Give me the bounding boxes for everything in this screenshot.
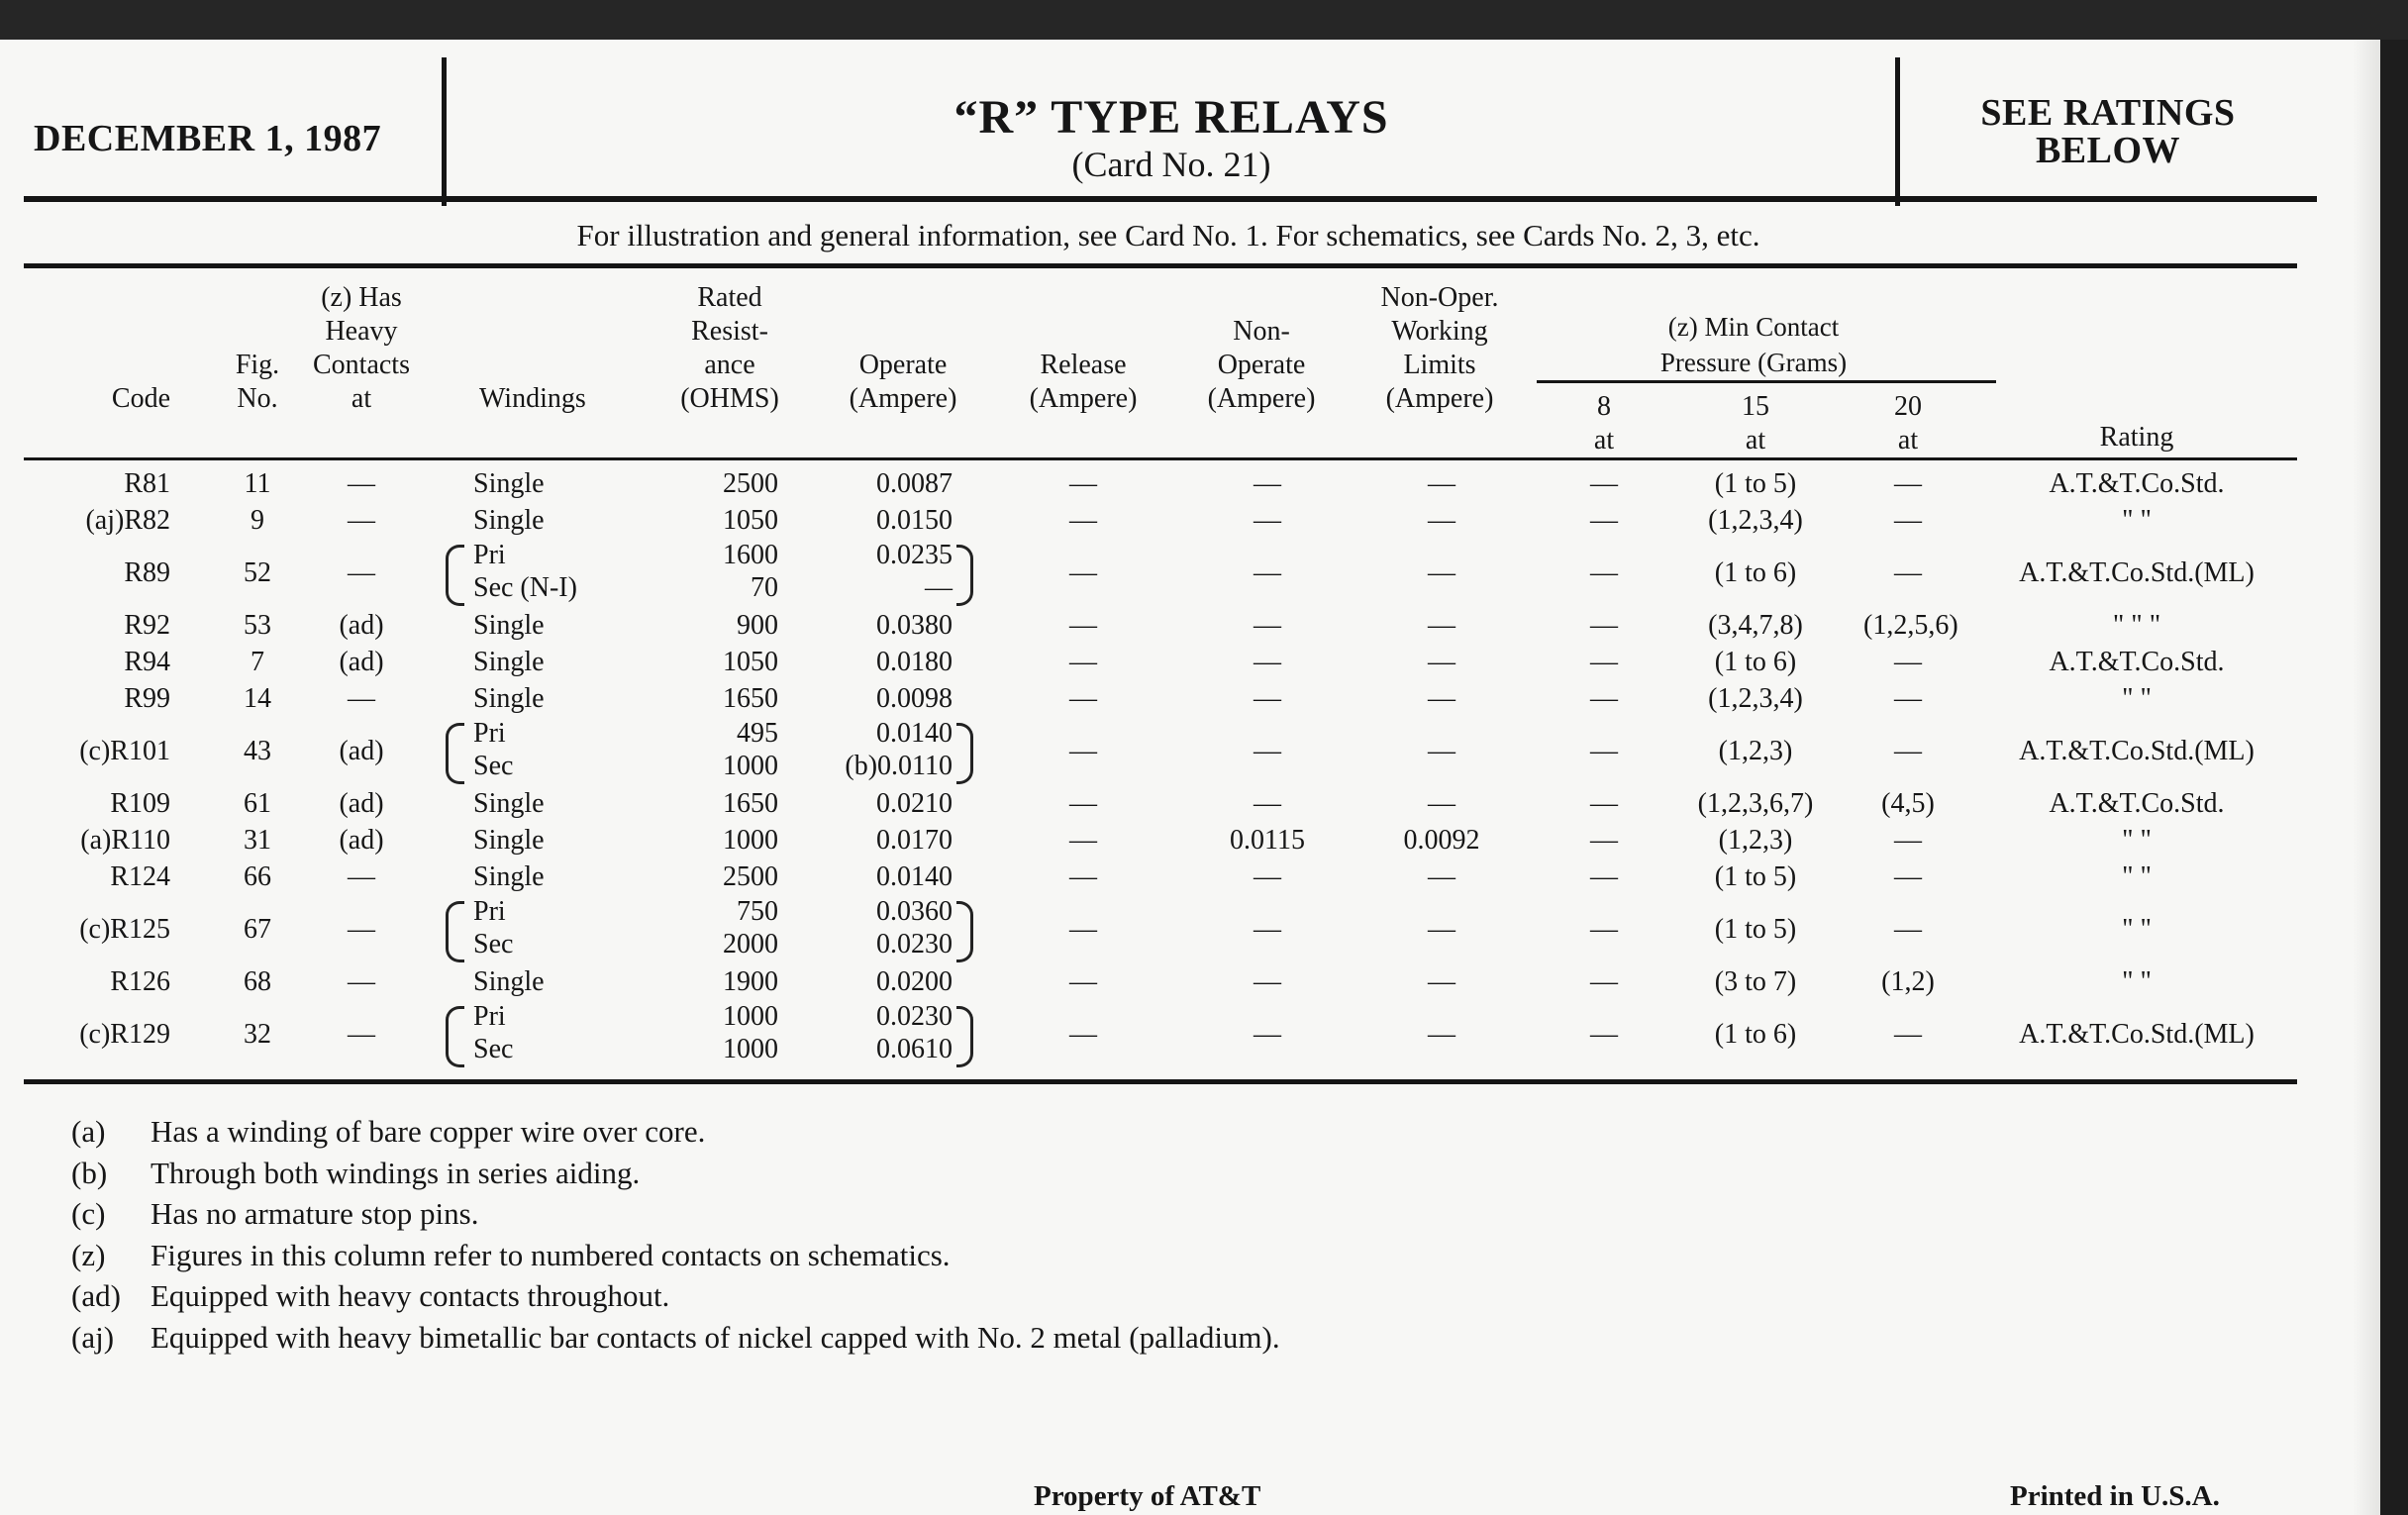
cell-p8: — bbox=[1590, 556, 1618, 588]
cell-rel: — bbox=[1069, 467, 1097, 499]
cell-non: — bbox=[1254, 646, 1281, 677]
cell-p20: — bbox=[1894, 824, 1922, 856]
cell-p15: (1,2,3,4) bbox=[1708, 682, 1803, 714]
cell-res: 750 bbox=[737, 896, 778, 927]
operate-brace-right bbox=[956, 723, 973, 784]
header-divider-left bbox=[442, 57, 447, 206]
cell-nonw: — bbox=[1428, 504, 1455, 536]
cell-op-secondary: 0.0230 bbox=[876, 929, 953, 960]
see-ratings-note: SEE RATINGS BELOW bbox=[1980, 92, 2236, 171]
cell-res: 900 bbox=[737, 609, 778, 641]
cell-res: 2500 bbox=[723, 467, 778, 499]
col-resistance: Rated Resist- ance (OHMS) bbox=[680, 282, 779, 414]
cell-p15: (1 to 5) bbox=[1714, 860, 1797, 892]
cell-p15: (3,4,7,8) bbox=[1708, 609, 1803, 641]
cell-res: 495 bbox=[737, 718, 778, 749]
cell-rel: — bbox=[1069, 787, 1097, 819]
cell-res: 1000 bbox=[723, 824, 778, 856]
cell-non: — bbox=[1254, 467, 1281, 499]
col-pressure-20: 20 at bbox=[1894, 391, 1922, 455]
cell-rating: " " bbox=[2122, 913, 2152, 945]
cell-non: — bbox=[1254, 965, 1281, 997]
cell-op: 0.0150 bbox=[876, 504, 953, 536]
cell-p20: — bbox=[1894, 735, 1922, 766]
cell-code: (c)R125 bbox=[79, 913, 170, 945]
cell-p20: — bbox=[1894, 860, 1922, 892]
cell-fig: 14 bbox=[244, 682, 271, 714]
property-note: Property of AT&T bbox=[1034, 1480, 1261, 1512]
cell-rating: " " " bbox=[2112, 609, 2161, 641]
cell-op: 0.0140 bbox=[876, 718, 953, 749]
cell-rating: " " bbox=[2122, 504, 2152, 536]
footnote-key: (ad) bbox=[71, 1278, 121, 1313]
cell-wind-secondary: Sec bbox=[473, 751, 514, 781]
cell-code: (c)R101 bbox=[79, 735, 170, 766]
winding-brace-left bbox=[446, 723, 464, 784]
cell-non: — bbox=[1254, 1018, 1281, 1050]
cell-heavy: — bbox=[348, 913, 375, 945]
cell-wind: Single bbox=[473, 860, 545, 892]
cell-rating: A.T.&T.Co.Std.(ML) bbox=[2019, 556, 2255, 588]
cell-non: — bbox=[1254, 682, 1281, 714]
cell-op: 0.0098 bbox=[876, 682, 953, 714]
cell-op: 0.0200 bbox=[876, 965, 953, 997]
cell-p15: (1 to 6) bbox=[1714, 556, 1797, 588]
col-heavy-contacts: (z) Has Heavy Contacts at bbox=[313, 282, 410, 414]
cell-p15: (3 to 7) bbox=[1714, 965, 1797, 997]
cell-code: R94 bbox=[124, 646, 170, 677]
winding-brace-left bbox=[446, 1006, 464, 1067]
cell-rel: — bbox=[1069, 646, 1097, 677]
cell-rating: A.T.&T.Co.Std.(ML) bbox=[2019, 735, 2255, 766]
cell-p15: (1,2,3,6,7) bbox=[1697, 787, 1814, 819]
cell-heavy: — bbox=[348, 1018, 375, 1050]
cell-p8: — bbox=[1590, 609, 1618, 641]
cell-res: 1650 bbox=[723, 787, 778, 819]
cell-nonw: — bbox=[1428, 467, 1455, 499]
cell-p15: (1 to 5) bbox=[1714, 913, 1797, 945]
footnote-text: Through both windings in series aiding. bbox=[150, 1155, 641, 1190]
cell-p8: — bbox=[1590, 824, 1618, 856]
cell-p15: (1,2,3) bbox=[1718, 735, 1793, 766]
cell-rating: " " bbox=[2122, 682, 2152, 714]
cell-res: 1650 bbox=[723, 682, 778, 714]
cell-op-secondary: (b)0.0110 bbox=[845, 751, 953, 781]
cell-p8: — bbox=[1590, 965, 1618, 997]
cell-wind: Single bbox=[473, 824, 545, 856]
cell-res: 2500 bbox=[723, 860, 778, 892]
col-code: Code bbox=[111, 383, 170, 414]
cell-wind: Single bbox=[473, 682, 545, 714]
winding-brace-left bbox=[446, 545, 464, 606]
cell-heavy: — bbox=[348, 504, 375, 536]
scan-edge bbox=[2380, 40, 2408, 1515]
cell-nonw: — bbox=[1428, 787, 1455, 819]
cell-heavy: (ad) bbox=[339, 824, 384, 856]
cell-op-secondary: 0.0610 bbox=[876, 1034, 953, 1064]
cell-res-secondary: 1000 bbox=[723, 751, 778, 781]
cell-res-secondary: 70 bbox=[751, 572, 778, 603]
cell-p15: (1 to 6) bbox=[1714, 1018, 1797, 1050]
footnote bbox=[71, 1275, 669, 1316]
cell-res: 1050 bbox=[723, 504, 778, 536]
cell-wind: Pri bbox=[473, 540, 506, 570]
cell-non: — bbox=[1254, 556, 1281, 588]
cell-fig: 9 bbox=[251, 504, 264, 536]
col-release: Release (Ampere) bbox=[1029, 350, 1138, 414]
cell-p8: — bbox=[1590, 467, 1618, 499]
cell-code: R89 bbox=[124, 556, 170, 588]
cell-heavy: — bbox=[348, 682, 375, 714]
cell-nonw: — bbox=[1428, 860, 1455, 892]
footnote-key: (c) bbox=[71, 1196, 106, 1231]
cell-rel: — bbox=[1069, 965, 1097, 997]
operate-brace-right bbox=[956, 545, 973, 606]
cell-code: R99 bbox=[124, 682, 170, 714]
cell-non: 0.0115 bbox=[1230, 824, 1305, 856]
cell-non: — bbox=[1254, 735, 1281, 766]
cell-wind-secondary: Sec bbox=[473, 929, 514, 960]
cell-fig: 31 bbox=[244, 824, 271, 856]
cell-heavy: (ad) bbox=[339, 609, 384, 641]
cell-p8: — bbox=[1590, 913, 1618, 945]
footnote bbox=[71, 1111, 705, 1152]
cell-op: 0.0360 bbox=[876, 896, 953, 927]
cell-p15: (1 to 6) bbox=[1714, 646, 1797, 677]
cell-op: 0.0380 bbox=[876, 609, 953, 641]
cell-wind: Single bbox=[473, 609, 545, 641]
cell-op: 0.0170 bbox=[876, 824, 953, 856]
cell-wind: Single bbox=[473, 965, 545, 997]
cell-nonw: 0.0092 bbox=[1403, 824, 1480, 856]
cell-rating: A.T.&T.Co.Std. bbox=[2049, 787, 2225, 819]
intro-note: For illustration and general information, see Card No. 1. For schematics, see Cards No. 2, 3, etc. bbox=[576, 218, 1760, 252]
header-bottom-rule bbox=[24, 457, 2297, 460]
footnote-text: Has a winding of bare copper wire over core. bbox=[150, 1114, 706, 1149]
cell-p8: — bbox=[1590, 735, 1618, 766]
cell-wind: Single bbox=[473, 646, 545, 677]
scan-shadow bbox=[2353, 40, 2380, 1515]
cell-nonw: — bbox=[1428, 646, 1455, 677]
cell-fig: 32 bbox=[244, 1018, 271, 1050]
cell-nonw: — bbox=[1428, 735, 1455, 766]
footnote-key: (aj) bbox=[71, 1319, 115, 1355]
cell-p20: — bbox=[1894, 467, 1922, 499]
header-rule bbox=[24, 196, 2317, 202]
cell-p20: — bbox=[1894, 913, 1922, 945]
operate-brace-right bbox=[956, 901, 973, 962]
cell-nonw: — bbox=[1428, 609, 1455, 641]
cell-p15: (1,2,3) bbox=[1718, 824, 1793, 856]
pressure-group-rule bbox=[1537, 380, 1996, 383]
card-title-block bbox=[448, 91, 1895, 184]
footnote bbox=[71, 1153, 640, 1193]
cell-rating: " " bbox=[2122, 860, 2152, 892]
cell-rel: — bbox=[1069, 556, 1097, 588]
col-pressure-8: 8 at bbox=[1593, 391, 1615, 455]
footnote bbox=[71, 1235, 951, 1275]
cell-p8: — bbox=[1590, 1018, 1618, 1050]
cell-non: — bbox=[1254, 609, 1281, 641]
cell-res: 1900 bbox=[723, 965, 778, 997]
cell-heavy: — bbox=[348, 467, 375, 499]
col-fig: Fig. No. bbox=[235, 350, 280, 414]
cell-nonw: — bbox=[1428, 965, 1455, 997]
footnote-key: (b) bbox=[71, 1155, 108, 1190]
cell-nonw: — bbox=[1428, 556, 1455, 588]
cell-non: — bbox=[1254, 860, 1281, 892]
cell-p8: — bbox=[1590, 682, 1618, 714]
cell-nonw: — bbox=[1428, 913, 1455, 945]
cell-p20: — bbox=[1894, 556, 1922, 588]
cell-res-secondary: 2000 bbox=[723, 929, 778, 960]
col-min-contact-pressure: (z) Min Contact Pressure (Grams) bbox=[1659, 312, 1848, 377]
cell-op: 0.0140 bbox=[876, 860, 953, 892]
cell-p20: — bbox=[1894, 504, 1922, 536]
footnote-text: Has no armature stop pins. bbox=[150, 1196, 479, 1231]
cell-fig: 11 bbox=[244, 467, 271, 499]
cell-nonw: — bbox=[1428, 1018, 1455, 1050]
cell-p15: (1,2,3,4) bbox=[1708, 504, 1803, 536]
table-bottom-rule bbox=[24, 1079, 2297, 1084]
cell-p20: — bbox=[1894, 646, 1922, 677]
printed-note: Printed in U.S.A. bbox=[2010, 1480, 2220, 1512]
winding-brace-left bbox=[446, 901, 464, 962]
cell-p8: — bbox=[1590, 646, 1618, 677]
cell-heavy: — bbox=[348, 556, 375, 588]
cell-res-secondary: 1000 bbox=[723, 1034, 778, 1064]
col-pressure-15: 15 at bbox=[1742, 391, 1769, 455]
cell-op: 0.0210 bbox=[876, 787, 953, 819]
cell-p8: — bbox=[1590, 860, 1618, 892]
cell-non: — bbox=[1254, 913, 1281, 945]
cell-fig: 43 bbox=[244, 735, 271, 766]
cell-non: — bbox=[1254, 787, 1281, 819]
cell-code: R92 bbox=[124, 609, 170, 641]
cell-non: — bbox=[1254, 504, 1281, 536]
cell-p20: (1,2) bbox=[1881, 965, 1935, 997]
header-divider-right bbox=[1895, 57, 1900, 206]
cell-wind-secondary: Sec (N-I) bbox=[473, 572, 577, 603]
cell-p15: (1 to 5) bbox=[1714, 467, 1797, 499]
cell-fig: 52 bbox=[244, 556, 271, 588]
cell-fig: 61 bbox=[244, 787, 271, 819]
cell-rating: " " bbox=[2122, 824, 2152, 856]
cell-wind: Pri bbox=[473, 896, 506, 927]
cell-code: R126 bbox=[110, 965, 170, 997]
cell-fig: 53 bbox=[244, 609, 271, 641]
cell-rel: — bbox=[1069, 504, 1097, 536]
cell-nonw: — bbox=[1428, 682, 1455, 714]
col-rating: Rating bbox=[2099, 422, 2174, 453]
cell-res: 1000 bbox=[723, 1001, 778, 1032]
table-top-rule bbox=[24, 263, 2297, 268]
cell-p8: — bbox=[1590, 504, 1618, 536]
cell-p20: (1,2,5,6) bbox=[1863, 609, 1958, 641]
card-date: DECEMBER 1, 1987 bbox=[34, 118, 382, 159]
cell-rel: — bbox=[1069, 860, 1097, 892]
cell-op: 0.0087 bbox=[876, 467, 953, 499]
cell-wind-secondary: Sec bbox=[473, 1034, 514, 1064]
footnote-text: Equipped with heavy contacts throughout. bbox=[150, 1278, 670, 1313]
cell-res: 1050 bbox=[723, 646, 778, 677]
cell-p20: (4,5) bbox=[1881, 787, 1935, 819]
cell-heavy: (ad) bbox=[339, 787, 384, 819]
cell-code: R81 bbox=[124, 467, 170, 499]
cell-res: 1600 bbox=[723, 540, 778, 570]
cell-fig: 66 bbox=[244, 860, 271, 892]
cell-rel: — bbox=[1069, 682, 1097, 714]
cell-wind: Pri bbox=[473, 718, 506, 749]
cell-op: 0.0180 bbox=[876, 646, 953, 677]
cell-rel: — bbox=[1069, 735, 1097, 766]
footnote bbox=[71, 1193, 478, 1234]
cell-rel: — bbox=[1069, 609, 1097, 641]
footnote-text: Figures in this column refer to numbered contacts on schematics. bbox=[150, 1237, 951, 1272]
cell-heavy: — bbox=[348, 965, 375, 997]
cell-op: 0.0235 bbox=[876, 540, 953, 570]
cell-wind: Single bbox=[473, 467, 545, 499]
cell-rel: — bbox=[1069, 824, 1097, 856]
card-number: (Card No. 21) bbox=[1071, 145, 1271, 184]
footnote-key: (a) bbox=[71, 1114, 106, 1149]
cell-heavy: (ad) bbox=[339, 735, 384, 766]
cell-fig: 67 bbox=[244, 913, 271, 945]
col-non-operate: Non- Operate (Ampere) bbox=[1207, 316, 1316, 414]
cell-rating: A.T.&T.Co.Std.(ML) bbox=[2019, 1018, 2255, 1050]
cell-op-secondary: — bbox=[925, 572, 953, 603]
cell-wind: Pri bbox=[473, 1001, 506, 1032]
cell-fig: 7 bbox=[251, 646, 264, 677]
cell-op: 0.0230 bbox=[876, 1001, 953, 1032]
cell-rating: A.T.&T.Co.Std. bbox=[2049, 467, 2225, 499]
cell-fig: 68 bbox=[244, 965, 271, 997]
cell-wind: Single bbox=[473, 787, 545, 819]
cell-rating: " " bbox=[2122, 965, 2152, 997]
cell-rel: — bbox=[1069, 913, 1097, 945]
cell-code: (aj)R82 bbox=[85, 504, 170, 536]
cell-heavy: (ad) bbox=[339, 646, 384, 677]
cell-p20: — bbox=[1894, 1018, 1922, 1050]
footnote-key: (z) bbox=[71, 1237, 106, 1272]
cell-heavy: — bbox=[348, 860, 375, 892]
relay-data-card bbox=[0, 40, 2380, 1515]
col-windings: Windings bbox=[479, 383, 586, 414]
col-operate: Operate (Ampere) bbox=[849, 350, 957, 414]
card-title: “R” TYPE RELAYS bbox=[953, 91, 1389, 144]
cell-rating: A.T.&T.Co.Std. bbox=[2049, 646, 2225, 677]
cell-wind: Single bbox=[473, 504, 545, 536]
operate-brace-right bbox=[956, 1006, 973, 1067]
cell-code: (a)R110 bbox=[80, 824, 170, 856]
cell-p20: — bbox=[1894, 682, 1922, 714]
footnote-text: Equipped with heavy bimetallic bar contacts of nickel capped with No. 2 metal (palladium). bbox=[150, 1319, 1280, 1355]
cell-rel: — bbox=[1069, 1018, 1097, 1050]
cell-code: R124 bbox=[110, 860, 170, 892]
cell-code: R109 bbox=[110, 787, 170, 819]
cell-code: (c)R129 bbox=[79, 1018, 170, 1050]
footnote bbox=[71, 1317, 1280, 1358]
cell-p8: — bbox=[1590, 787, 1618, 819]
col-non-oper-working: Non-Oper. Working Limits (Ampere) bbox=[1380, 282, 1499, 414]
